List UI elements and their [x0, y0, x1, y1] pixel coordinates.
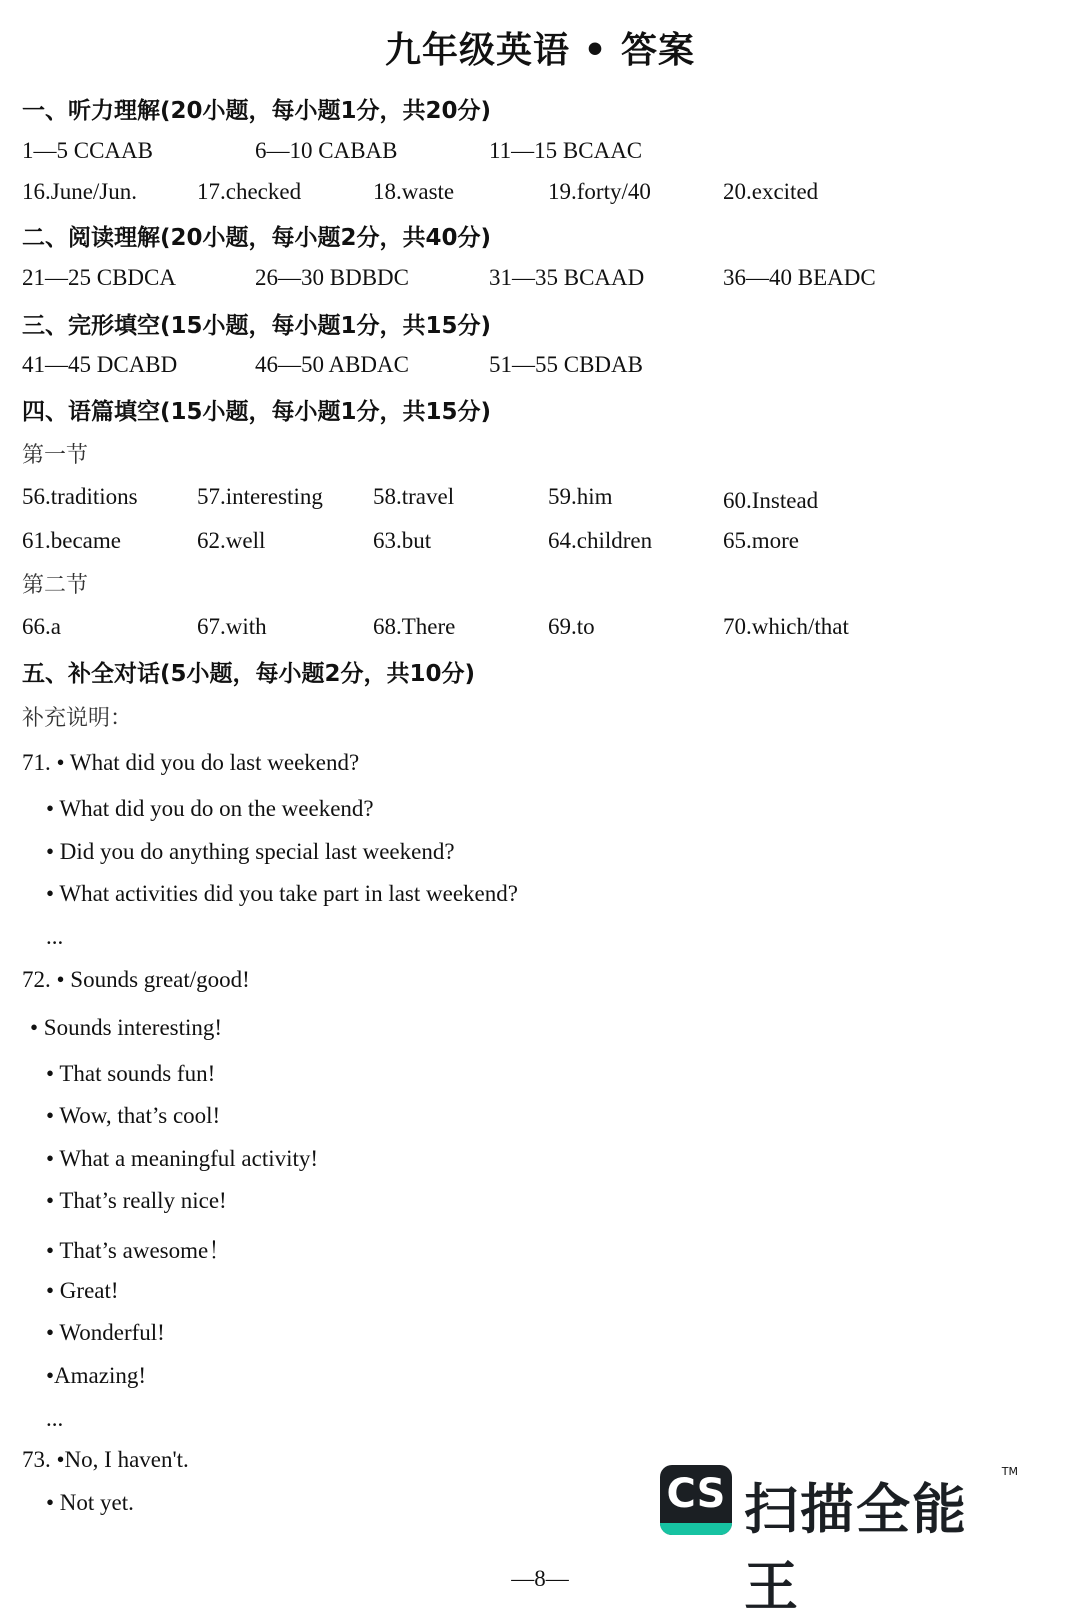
answer-cell: 56.traditions — [22, 484, 138, 509]
dialog-line: • What did you do on the weekend? — [46, 796, 374, 821]
section-heading-passage-fill: 四、语篇填空(15小题，每小题1分，共15分) — [22, 399, 492, 425]
section-heading-dialogue: 五、补全对话(5小题，每小题2分，共10分) — [22, 661, 476, 687]
answer-cell: 67.with — [197, 614, 267, 639]
dialog-line: • That’s awesome！ — [46, 1238, 232, 1263]
part-label-one: 第一节 — [22, 443, 89, 468]
page-number: —8— — [511, 1566, 569, 1591]
answer-cell: 1—5 CCAAB — [22, 138, 153, 163]
dialog-line: • Not yet. — [46, 1490, 134, 1515]
dialog-line: 72. • Sounds great/good! — [22, 967, 250, 992]
answer-cell: 64.children — [548, 528, 653, 553]
answer-cell: 60.Instead — [723, 488, 819, 513]
badge-stripe — [660, 1523, 732, 1535]
answer-cell: 6—10 CABAB — [255, 138, 398, 163]
answer-cell: 36—40 BEADC — [723, 265, 876, 290]
answer-row — [0, 352, 1080, 382]
answer-cell: 63.but — [373, 528, 432, 553]
dialog-line: • What activities did you take part in last weekend? — [46, 881, 518, 906]
camscanner-watermark-logo — [660, 1465, 1020, 1618]
answer-cell: 20.excited — [723, 179, 819, 204]
dialog-line: • Wow, that’s cool! — [46, 1103, 221, 1128]
answer-cell: 18.waste — [373, 179, 455, 204]
answer-cell: 58.travel — [373, 484, 455, 509]
camscanner-badge-icon — [660, 1465, 732, 1535]
dialog-line: • Sounds interesting! — [30, 1015, 223, 1040]
page-title: 九年级英语 • 答案 — [384, 30, 696, 71]
dialog-line: 71. • What did you do last weekend? — [22, 750, 360, 775]
badge-letters: CS — [666, 1471, 726, 1517]
dialog-line: • Great! — [46, 1278, 119, 1303]
answer-row — [0, 484, 1080, 514]
section-heading-listening: 一、听力理解(20小题，每小题1分，共20分) — [22, 98, 492, 124]
answer-row — [0, 528, 1080, 558]
answer-cell: 65.more — [723, 528, 800, 553]
dialog-line: •Amazing! — [46, 1363, 147, 1388]
dialog-line: • That sounds fun! — [46, 1061, 216, 1086]
answer-cell: 46—50 ABDAC — [255, 352, 409, 377]
answer-row — [0, 265, 1080, 295]
answer-cell: 70.which/that — [723, 614, 849, 639]
answer-cell: 19.forty/40 — [548, 179, 651, 204]
dialog-line: • That’s really nice! — [46, 1188, 227, 1213]
answer-cell: 59.him — [548, 484, 613, 509]
answer-cell: 62.well — [197, 528, 266, 553]
dialog-line: • Wonderful! — [46, 1320, 165, 1345]
answer-cell: 57.interesting — [197, 484, 323, 509]
answer-cell: 31—35 BCAAD — [489, 265, 645, 290]
dialog-line: • What a meaningful activity! — [46, 1146, 319, 1171]
answer-cell: 51—55 CBDAB — [489, 352, 643, 377]
answer-cell: 68.There — [373, 614, 456, 639]
answer-cell: 61.became — [22, 528, 121, 553]
answer-cell: 66.a — [22, 614, 61, 639]
trademark-mark: TM — [1001, 1465, 1018, 1478]
dialog-line: ... — [46, 924, 64, 949]
answer-cell: 69.to — [548, 614, 595, 639]
answer-cell: 11—15 BCAAC — [489, 138, 643, 163]
part-label-two: 第二节 — [22, 573, 89, 598]
dialog-line: 73. •No, I haven't. — [22, 1447, 189, 1472]
answer-cell: 26—30 BDBDC — [255, 265, 409, 290]
section-heading-reading: 二、阅读理解(20小题，每小题2分，共40分) — [22, 225, 492, 251]
section-heading-cloze: 三、完形填空(15小题，每小题1分，共15分) — [22, 313, 492, 339]
answer-row — [0, 138, 1080, 168]
answer-cell: 41—45 DCABD — [22, 352, 178, 377]
watermark-text: 扫描全能王 — [744, 1478, 968, 1618]
dialog-line: ... — [46, 1406, 64, 1431]
answer-cell: 16.June/Jun. — [22, 179, 137, 204]
answer-row — [0, 614, 1080, 644]
dialog-line: • Did you do anything special last weekend? — [46, 839, 455, 864]
answer-cell: 17.checked — [197, 179, 302, 204]
supplementary-note-label: 补充说明： — [22, 706, 133, 731]
answer-row — [0, 179, 1080, 209]
answer-cell: 21—25 CBDCA — [22, 265, 176, 290]
